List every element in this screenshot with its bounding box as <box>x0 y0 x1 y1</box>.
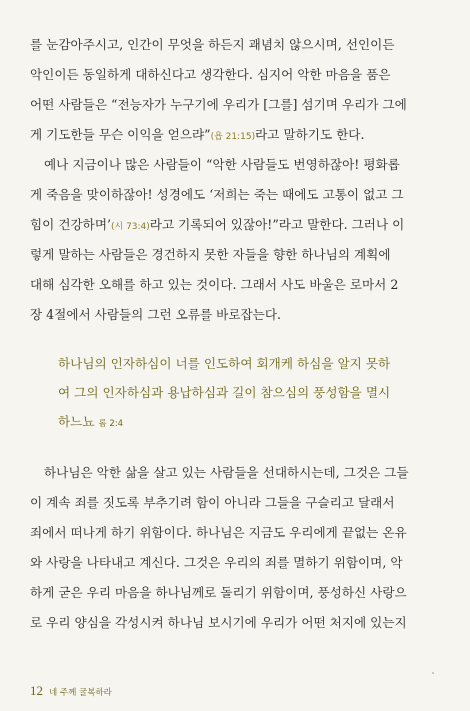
body-text-line: 이 계속 죄를 짓도록 부추기려 함이 아니라 그들을 구슬리고 달래서 <box>30 495 395 510</box>
body-text-line: 와 사랑을 나타내고 계신다. 그것은 우리의 죄를 멸하기 위함이며, 악 <box>30 555 403 570</box>
body-text-line: 렇게 말하는 사람들은 경건하지 못한 자들을 향한 하나님의 계획에 <box>30 247 391 262</box>
body-text: 라고 기록되어 있잖아!”라고 말한다. 그러나 이 <box>149 217 405 232</box>
body-text-line: 악인이든 동일하게 대하신다고 생각한다. 심지어 악한 마음을 품은 <box>30 67 391 82</box>
scripture-reference: 롬 2:4 <box>98 419 124 429</box>
paper-speck <box>432 672 434 674</box>
body-text-line: 게 죽음을 맞이하잖아! 성경에도 ‘저희는 죽는 때에도 고통이 없고 그 <box>30 187 404 202</box>
body-text: 힘이 건강하며’ <box>30 217 111 232</box>
body-text-line: 를 눈감아주시고, 인간이 무엇을 하든지 괘념치 않으시며, 선인이든 <box>30 37 395 52</box>
running-title: 네 주께 굴복하라 <box>49 688 112 698</box>
body-text-line: 죄에서 떠나게 하기 위함이다. 하나님은 지금도 우리에게 끝없는 온유 <box>30 525 407 540</box>
scripture-reference: (시 73:4) <box>111 222 150 232</box>
body-text-line <box>30 125 364 147</box>
page-number: 12 <box>30 683 43 698</box>
page-footer <box>30 683 112 699</box>
body-text-line: 예나 지금이나 많은 사람들이 “악한 사람들도 번영하잖아! 평화롭 <box>44 157 400 172</box>
body-text-line: 장 4절에서 사람들의 그런 오류를 바로잡는다. <box>30 307 282 322</box>
body-text: 라고 말하기도 한다. <box>255 127 365 142</box>
body-text-line: 로 우리 양심을 각성시켜 하나님 보시기에 우리가 어떤 처지에 있는지 <box>30 615 407 630</box>
block-quote-line <box>58 412 123 434</box>
body-text-line: 하나님은 악한 삶을 살고 있는 사람들을 선대하시는데, 그것은 그들 <box>44 465 409 480</box>
block-quote-text: 하느뇨 <box>58 414 95 429</box>
body-text-line: 어떤 사람들은 “전능자가 누구기에 우리가 [그를] 섬기며 우리가 그에 <box>30 97 407 112</box>
body-text: 게 기도한들 무슨 이익을 얻으랴” <box>30 127 211 142</box>
body-text-line: 대해 심각한 오해를 하고 있는 것이다. 그래서 사도 바울은 로마서 2 <box>30 277 399 292</box>
block-quote-line: 여 그의 인자하심과 용납하심과 길이 참으심의 풍성함을 멸시 <box>58 385 391 400</box>
body-text-line <box>30 215 404 237</box>
block-quote-line: 하나님의 인자하심이 너를 인도하여 회개케 하심을 알지 못하 <box>58 356 391 371</box>
body-text-line: 하게 굳은 우리 마음을 하나님께로 돌리기 위함이며, 풍성하신 사랑으 <box>30 585 407 600</box>
scripture-reference: (욥 21:15) <box>210 132 256 142</box>
